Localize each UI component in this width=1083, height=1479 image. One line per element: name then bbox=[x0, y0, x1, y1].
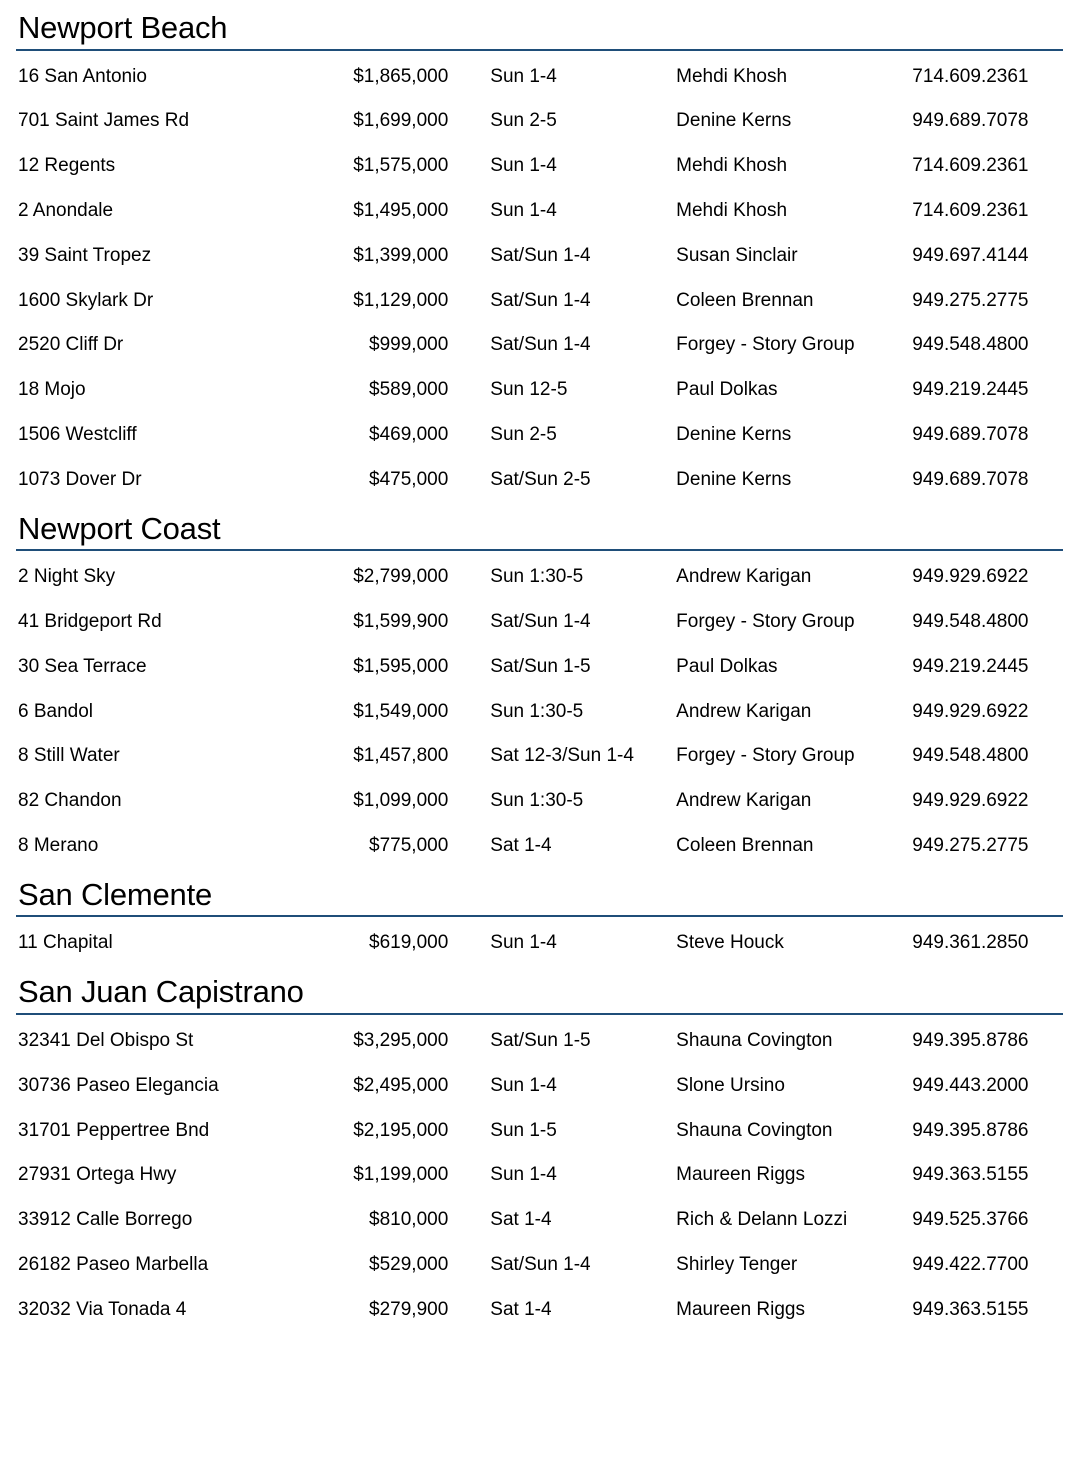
listings-sections bbox=[16, 8, 1063, 1332]
listing-times: Sat/Sun 1-4 bbox=[490, 611, 591, 633]
listing-price: $1,099,000 bbox=[353, 790, 449, 812]
listing-price: $1,575,000 bbox=[353, 155, 449, 177]
listing-phone: 949.697.4144 bbox=[912, 244, 1029, 266]
listing-address: 701 Saint James Rd bbox=[18, 110, 190, 132]
listing-price: $1,865,000 bbox=[353, 65, 449, 87]
listing-times: Sat/Sun 1-4 bbox=[490, 334, 591, 356]
listing-phone: 949.689.7078 bbox=[912, 468, 1029, 490]
listing-times: Sun 1:30-5 bbox=[490, 700, 584, 722]
listing-times: Sun 1-5 bbox=[490, 1119, 557, 1141]
listing-times: Sat/Sun 2-5 bbox=[490, 468, 591, 490]
listing-agent: Andrew Karigan bbox=[676, 566, 812, 588]
table-row bbox=[16, 323, 1063, 368]
listing-address: 1506 Westcliff bbox=[18, 424, 137, 446]
listing-agent: Forgey - Story Group bbox=[676, 334, 855, 356]
listing-agent: Denine Kerns bbox=[676, 110, 792, 132]
listing-agent: Coleen Brennan bbox=[676, 835, 814, 857]
listing-section bbox=[16, 509, 1063, 869]
listing-agent: Shirley Tenger bbox=[676, 1253, 798, 1275]
listing-address: 18 Mojo bbox=[18, 379, 86, 401]
listing-agent: Coleen Brennan bbox=[676, 289, 814, 311]
listing-agent: Steve Houck bbox=[676, 932, 784, 954]
listing-address: 26182 Paseo Marbella bbox=[18, 1253, 209, 1275]
table-row bbox=[16, 55, 1063, 100]
listing-address: 39 Saint Tropez bbox=[18, 244, 152, 266]
listing-phone: 949.275.2775 bbox=[912, 835, 1029, 857]
section-heading: Newport Beach bbox=[16, 8, 1063, 51]
listing-price: $2,495,000 bbox=[353, 1074, 449, 1096]
table-row bbox=[16, 144, 1063, 189]
listing-phone: 949.363.5155 bbox=[912, 1298, 1029, 1320]
listings-table bbox=[16, 921, 1063, 966]
listing-agent: Forgey - Story Group bbox=[676, 745, 855, 767]
listing-phone: 949.525.3766 bbox=[912, 1209, 1029, 1231]
table-row bbox=[16, 234, 1063, 279]
table-row bbox=[16, 690, 1063, 735]
listing-price: $1,399,000 bbox=[353, 244, 449, 266]
table-row bbox=[16, 734, 1063, 779]
listing-phone: 949.395.8786 bbox=[912, 1119, 1029, 1141]
listing-price: $2,195,000 bbox=[353, 1119, 449, 1141]
listing-price: $1,457,800 bbox=[353, 745, 449, 767]
listing-price: $279,900 bbox=[369, 1298, 449, 1320]
listing-address: 27931 Ortega Hwy bbox=[18, 1164, 177, 1186]
listing-times: Sun 1:30-5 bbox=[490, 790, 584, 812]
listing-address: 11 Chapital bbox=[18, 932, 113, 954]
listing-address: 82 Chandon bbox=[18, 790, 122, 812]
listing-address: 8 Merano bbox=[18, 835, 99, 857]
listing-price: $2,799,000 bbox=[353, 566, 449, 588]
listing-times: Sat 12-3/Sun 1-4 bbox=[490, 745, 634, 767]
listing-times: Sat/Sun 1-4 bbox=[490, 1253, 591, 1275]
listing-agent: Susan Sinclair bbox=[676, 244, 798, 266]
listing-phone: 949.395.8786 bbox=[912, 1029, 1029, 1051]
listing-times: Sun 1-4 bbox=[490, 200, 557, 222]
listing-phone: 949.422.7700 bbox=[912, 1253, 1029, 1275]
listing-times: Sat/Sun 1-4 bbox=[490, 244, 591, 266]
listing-phone: 949.443.2000 bbox=[912, 1074, 1029, 1096]
listings-table bbox=[16, 55, 1063, 503]
listing-price: $775,000 bbox=[369, 835, 449, 857]
listing-price: $619,000 bbox=[369, 932, 449, 954]
listing-times: Sun 1:30-5 bbox=[490, 566, 584, 588]
listing-times: Sun 1-4 bbox=[490, 155, 557, 177]
listings-table bbox=[16, 1019, 1063, 1333]
listing-price: $810,000 bbox=[369, 1209, 449, 1231]
listing-times: Sun 12-5 bbox=[490, 379, 568, 401]
table-row bbox=[16, 921, 1063, 966]
table-row bbox=[16, 1288, 1063, 1333]
table-row bbox=[16, 413, 1063, 458]
listing-price: $469,000 bbox=[369, 424, 449, 446]
section-heading: San Clemente bbox=[16, 875, 1063, 918]
listing-times: Sun 1-4 bbox=[490, 65, 557, 87]
listing-price: $1,495,000 bbox=[353, 200, 449, 222]
listing-times: Sun 1-4 bbox=[490, 932, 557, 954]
table-row bbox=[16, 779, 1063, 824]
table-row bbox=[16, 458, 1063, 503]
listing-address: 6 Bandol bbox=[18, 700, 94, 722]
listing-agent: Slone Ursino bbox=[676, 1074, 785, 1096]
listing-address: 30736 Paseo Elegancia bbox=[18, 1074, 219, 1096]
listing-address: 2 Night Sky bbox=[18, 566, 116, 588]
listing-address: 2520 Cliff Dr bbox=[18, 334, 124, 356]
listing-phone: 714.609.2361 bbox=[912, 65, 1029, 87]
listing-times: Sat 1-4 bbox=[490, 835, 552, 857]
table-row bbox=[16, 1153, 1063, 1198]
table-row bbox=[16, 1064, 1063, 1109]
listing-agent: Rich & Delann Lozzi bbox=[676, 1209, 848, 1231]
listing-agent: Andrew Karigan bbox=[676, 700, 812, 722]
listing-price: $475,000 bbox=[369, 468, 449, 490]
table-row bbox=[16, 555, 1063, 600]
listing-agent: Paul Dolkas bbox=[676, 655, 778, 677]
listing-address: 1600 Skylark Dr bbox=[18, 289, 154, 311]
table-row bbox=[16, 1243, 1063, 1288]
section-heading: San Juan Capistrano bbox=[16, 972, 1063, 1015]
listing-times: Sat/Sun 1-5 bbox=[490, 1029, 591, 1051]
listing-price: $999,000 bbox=[369, 334, 449, 356]
listing-phone: 949.929.6922 bbox=[912, 790, 1029, 812]
listing-phone: 949.548.4800 bbox=[912, 745, 1029, 767]
listing-price: $1,699,000 bbox=[353, 110, 449, 132]
table-row bbox=[16, 645, 1063, 690]
listing-times: Sun 2-5 bbox=[490, 110, 557, 132]
listing-times: Sat 1-4 bbox=[490, 1298, 552, 1320]
listing-phone: 949.363.5155 bbox=[912, 1164, 1029, 1186]
listing-address: 8 Still Water bbox=[18, 745, 120, 767]
table-row bbox=[16, 279, 1063, 324]
listing-address: 41 Bridgeport Rd bbox=[18, 611, 162, 633]
listing-address: 32032 Via Tonada 4 bbox=[18, 1298, 187, 1320]
listing-price: $1,549,000 bbox=[353, 700, 449, 722]
listing-times: Sat 1-4 bbox=[490, 1209, 552, 1231]
listing-times: Sun 2-5 bbox=[490, 424, 557, 446]
listing-agent: Mehdi Khosh bbox=[676, 155, 788, 177]
table-row bbox=[16, 368, 1063, 413]
listing-phone: 949.689.7078 bbox=[912, 110, 1029, 132]
listing-price: $3,295,000 bbox=[353, 1029, 449, 1051]
listing-phone: 949.219.2445 bbox=[912, 379, 1029, 401]
listing-address: 32341 Del Obispo St bbox=[18, 1029, 194, 1051]
listing-phone: 949.219.2445 bbox=[912, 655, 1029, 677]
listing-address: 33912 Calle Borrego bbox=[18, 1209, 193, 1231]
listing-address: 31701 Peppertree Bnd bbox=[18, 1119, 210, 1141]
listing-price: $1,129,000 bbox=[353, 289, 449, 311]
listing-phone: 949.929.6922 bbox=[912, 566, 1029, 588]
listing-agent: Denine Kerns bbox=[676, 468, 792, 490]
listing-phone: 949.548.4800 bbox=[912, 334, 1029, 356]
listing-phone: 949.929.6922 bbox=[912, 700, 1029, 722]
table-row bbox=[16, 824, 1063, 869]
listing-phone: 714.609.2361 bbox=[912, 200, 1029, 222]
listing-agent: Shauna Covington bbox=[676, 1029, 833, 1051]
listing-phone: 949.689.7078 bbox=[912, 424, 1029, 446]
listing-agent: Maureen Riggs bbox=[676, 1164, 805, 1186]
listing-price: $1,199,000 bbox=[353, 1164, 449, 1186]
listing-agent: Forgey - Story Group bbox=[676, 611, 855, 633]
listing-agent: Shauna Covington bbox=[676, 1119, 833, 1141]
listing-phone: 949.275.2775 bbox=[912, 289, 1029, 311]
listings-table bbox=[16, 555, 1063, 869]
listing-price: $529,000 bbox=[369, 1253, 449, 1275]
listing-phone: 949.548.4800 bbox=[912, 611, 1029, 633]
listing-price: $589,000 bbox=[369, 379, 449, 401]
listing-address: 30 Sea Terrace bbox=[18, 655, 147, 677]
listing-times: Sun 1-4 bbox=[490, 1074, 557, 1096]
listing-agent: Denine Kerns bbox=[676, 424, 792, 446]
listing-times: Sat/Sun 1-5 bbox=[490, 655, 591, 677]
listing-section bbox=[16, 972, 1063, 1332]
listing-agent: Paul Dolkas bbox=[676, 379, 778, 401]
table-row bbox=[16, 1019, 1063, 1064]
section-heading: Newport Coast bbox=[16, 509, 1063, 552]
listing-agent: Mehdi Khosh bbox=[676, 200, 788, 222]
table-row bbox=[16, 600, 1063, 645]
listing-times: Sun 1-4 bbox=[490, 1164, 557, 1186]
listing-times: Sat/Sun 1-4 bbox=[490, 289, 591, 311]
table-row bbox=[16, 1109, 1063, 1154]
table-row bbox=[16, 189, 1063, 234]
listing-agent: Andrew Karigan bbox=[676, 790, 812, 812]
listing-agent: Mehdi Khosh bbox=[676, 65, 788, 87]
table-row bbox=[16, 1198, 1063, 1243]
listing-address: 1073 Dover Dr bbox=[18, 468, 142, 490]
listing-section bbox=[16, 875, 1063, 966]
listing-phone: 714.609.2361 bbox=[912, 155, 1029, 177]
listing-address: 16 San Antonio bbox=[18, 65, 147, 87]
listing-section bbox=[16, 8, 1063, 503]
listing-agent: Maureen Riggs bbox=[676, 1298, 805, 1320]
table-row bbox=[16, 99, 1063, 144]
listing-price: $1,595,000 bbox=[353, 655, 449, 677]
listing-phone: 949.361.2850 bbox=[912, 932, 1029, 954]
listing-address: 2 Anondale bbox=[18, 200, 114, 222]
listing-price: $1,599,900 bbox=[353, 611, 449, 633]
listing-address: 12 Regents bbox=[18, 155, 116, 177]
